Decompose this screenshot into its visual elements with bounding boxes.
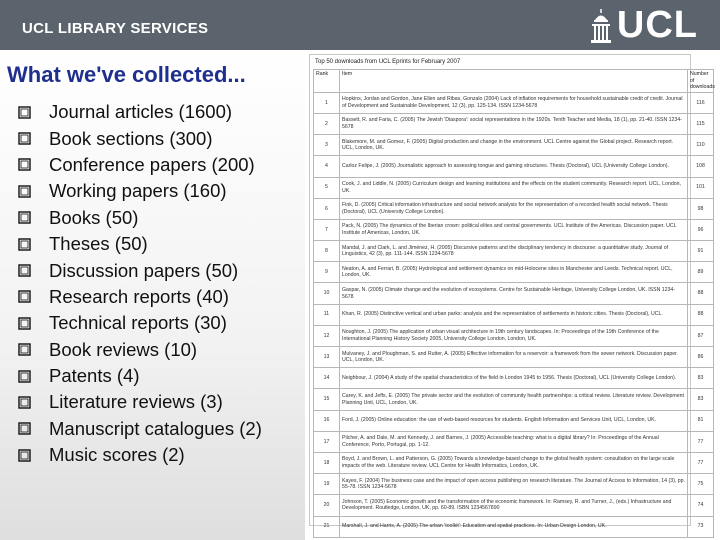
collection-list-item	[18, 231, 262, 257]
rank-cell: 21	[314, 516, 340, 537]
hollow-square-bullet-icon	[18, 185, 31, 198]
downloads-cell: 73	[688, 516, 714, 537]
table-row	[314, 389, 714, 410]
reference-text[interactable]: Carey, K. and Jeffs, E. (2005) The private sector and the evolution of community health partnerships: a critical review. Literature review. Development Planning Unit, UCL, London, UK.	[342, 392, 684, 406]
collection-list-label: Music scores (2)	[49, 444, 185, 466]
table-row	[314, 156, 714, 177]
downloads-cell: 116	[688, 92, 714, 113]
downloads-cell: 101	[688, 177, 714, 198]
reference-text[interactable]: Noughton, J. (2005) The application of urban visual architecture in 19th century landscapes. In: Proceedings of the 19th Conference of the International Planning History Society 2005, University College London, London, UK.	[342, 329, 659, 342]
hollow-square-bullet-icon	[18, 317, 31, 330]
downloads-cell: 89	[688, 262, 714, 283]
header-item: Item	[340, 70, 688, 93]
reference-cell[interactable]	[340, 92, 688, 113]
reference-cell[interactable]	[340, 410, 688, 431]
reference-text[interactable]: Hopkins, Jordan and Gordon, Jane Ellen and Ribas, Gonzalo (2004) Lack of inflation requirements for household sustainable credit of credit. Journal of Development and Sustainable Development, 12 (3), pp. 125-134. ISSN 1234-5678	[342, 96, 683, 109]
rank-cell: 6	[314, 198, 340, 219]
reference-cell[interactable]	[340, 347, 688, 368]
collection-list-label: Books (50)	[49, 206, 139, 228]
rank-cell: 16	[314, 410, 340, 431]
reference-cell[interactable]	[340, 304, 688, 325]
reference-text[interactable]: Neighbour, J. (2004) A study of the spatial characteristics of the field in London 1945 to 1956. Thesis (Doctoral), UCL (University College London).	[342, 375, 677, 382]
reference-cell[interactable]	[340, 283, 688, 304]
collection-list-item	[18, 205, 262, 231]
portico-dome-icon	[589, 8, 613, 44]
reference-text[interactable]: Pilcher, A. and Dale, M. and Kennedy, J. and Barnes, J. (2005) Accessible teaching: what is a digital library? In: Proceedings of the Annual Conference, Porto, Portugal, pp. 1-12.	[342, 435, 659, 448]
reference-cell[interactable]	[340, 495, 688, 516]
rank-cell: 15	[314, 389, 340, 410]
reference-text[interactable]: Mulvaney, J. and Ploughman, S. and Rutter, A. (2005) Effective information for a reservoir: a framework from the sewer network. Discussion paper. UCL, London, UK.	[342, 350, 678, 364]
rank-cell: 12	[314, 325, 340, 346]
collection-list-item	[18, 416, 262, 442]
collection-list-item	[18, 389, 262, 415]
table-row	[314, 283, 714, 304]
collection-list-item	[18, 310, 262, 336]
table-row	[314, 113, 714, 134]
reference-text[interactable]: Mandal, J. and Clark, L. and Jiménez, H. (2005) Discursive patterns and the disciplinary tendency in discourse: a quantitative study. Journal of Linguistics, 42 (3), pp. 111-144. ISSN 1234-5678	[342, 244, 669, 258]
collection-list-label: Journal articles (1600)	[49, 101, 233, 123]
reference-text[interactable]: Kayes, F. (2004) The business case and the impact of open access publishing on research literature. The Journal of Access to Information, 14 (3), pp. 55-78. ISSN 1234-5678	[342, 477, 685, 491]
rank-cell: 10	[314, 283, 340, 304]
downloads-cell: 88	[688, 283, 714, 304]
downloads-cell: 77	[688, 452, 714, 473]
rank-cell: 14	[314, 368, 340, 389]
hollow-square-bullet-icon	[18, 132, 31, 145]
rank-cell: 19	[314, 474, 340, 495]
downloads-table-screenshot	[309, 54, 715, 530]
collection-list-label: Research reports (40)	[49, 285, 229, 307]
collection-list	[18, 99, 262, 468]
collection-list-item	[18, 363, 262, 389]
reference-text[interactable]: Pack, N. (2005) The dynamics of the Iberian crown: political elites and central governments. UCL Institute of the Americas. Discussion paper. UCL Institute of Americas, London, UK.	[342, 223, 677, 236]
rank-cell: 4	[314, 156, 340, 177]
collection-list-label: Conference papers (200)	[49, 153, 255, 175]
table-row	[314, 452, 714, 473]
rank-cell: 9	[314, 262, 340, 283]
collection-list-label: Book sections (300)	[49, 127, 213, 149]
slide-title: What we've collected...	[7, 62, 246, 87]
reference-cell[interactable]	[340, 325, 688, 346]
hollow-square-bullet-icon	[18, 211, 31, 224]
reference-text[interactable]: Bassett, R. and Faria, C. (2005) The Jewish 'Diaspora': social representations in the 1920s. Tenth Teacher and Media, 18 (1), pp. 21-40. ISSN 1234-5678	[342, 117, 682, 131]
table-row	[314, 325, 714, 346]
hollow-square-bullet-icon	[18, 238, 31, 251]
header-rank: Rank	[314, 70, 340, 93]
collection-list-item	[18, 442, 262, 468]
reference-cell[interactable]	[340, 156, 688, 177]
reference-cell[interactable]	[340, 241, 688, 262]
collection-list-item	[18, 125, 262, 151]
table-row	[314, 219, 714, 240]
downloads-cell: 75	[688, 474, 714, 495]
table-row	[314, 241, 714, 262]
reference-text[interactable]: Neaton, A. and Ferrari, B. (2005) Hydrological and settlement dynamics on mid-Holocene sites in Manchester and Leeds. Technical report. UCL, London, UK.	[342, 265, 673, 279]
hollow-square-bullet-icon	[18, 264, 31, 277]
rank-cell: 3	[314, 135, 340, 156]
downloads-cell: 83	[688, 389, 714, 410]
hollow-square-bullet-icon	[18, 158, 31, 171]
downloads-cell: 87	[688, 325, 714, 346]
table-row	[314, 347, 714, 368]
hollow-square-bullet-icon	[18, 343, 31, 356]
rank-cell: 13	[314, 347, 340, 368]
header-bar	[0, 0, 720, 50]
hollow-square-bullet-icon	[18, 370, 31, 383]
ucl-logo-text: UCL	[616, 4, 698, 46]
downloads-cell: 110	[688, 135, 714, 156]
collection-list-label: Discussion papers (50)	[49, 259, 239, 281]
downloads-cell: 81	[688, 410, 714, 431]
downloads-cell: 74	[688, 495, 714, 516]
downloads-cell: 77	[688, 431, 714, 452]
downloads-cell: 83	[688, 368, 714, 389]
reference-cell[interactable]	[340, 452, 688, 473]
table-row	[314, 198, 714, 219]
rank-cell: 11	[314, 304, 340, 325]
reference-cell[interactable]	[340, 389, 688, 410]
table-caption: Top 50 downloads from UCL Eprints for February 2007	[315, 59, 461, 65]
reference-cell[interactable]	[340, 177, 688, 198]
downloads-cell: 88	[688, 304, 714, 325]
header-downloads: Number of downloads	[688, 70, 714, 93]
rank-cell: 7	[314, 219, 340, 240]
hollow-square-bullet-icon	[18, 290, 31, 303]
reference-cell[interactable]	[340, 113, 688, 134]
hollow-square-bullet-icon	[18, 396, 31, 409]
collection-list-item	[18, 257, 262, 283]
hollow-square-bullet-icon	[18, 449, 31, 462]
reference-text[interactable]: Boyd, J. and Brown, L. and Patterson, G. (2005) Towards a knowledge-based change to the global health system: consultation on the large scale impacts of the web. Literature review. UCL Centre for Health Informatics, London, UK.	[342, 456, 675, 470]
hollow-square-bullet-icon	[18, 106, 31, 119]
collection-list-label: Book reviews (10)	[49, 338, 198, 360]
table-row	[314, 368, 714, 389]
rank-cell: 1	[314, 92, 340, 113]
collection-list-item	[18, 337, 262, 363]
rank-cell: 18	[314, 452, 340, 473]
reference-text[interactable]: Ford, J. (2005) Online education: the use of web-based resources for students. English Information and Services Unit, UCL, London, UK.	[342, 417, 657, 424]
downloads-cell: 108	[688, 156, 714, 177]
reference-text[interactable]: Carloz Felipe, J. (2005) Journalistic approach to assessing tongue and gaming structures. Thesis (Doctoral), UCL (University College London).	[342, 163, 669, 170]
collection-list-label: Manuscript catalogues (2)	[49, 417, 262, 439]
table-row	[314, 431, 714, 452]
rank-cell: 8	[314, 241, 340, 262]
reference-cell[interactable]	[340, 198, 688, 219]
reference-cell[interactable]	[340, 368, 688, 389]
collection-list-item	[18, 99, 262, 125]
reference-text[interactable]: Blakemore, M. and Gomez, F. (2005) Digital production and change in the environment. UCL Centre against the Global project. Research report. UCL, London, UK.	[342, 138, 674, 152]
rank-cell: 5	[314, 177, 340, 198]
reference-cell[interactable]	[340, 474, 688, 495]
reference-text[interactable]: Cook, J. and Liddle, N. (2005) Curriculum design and learning institutions and the effects on the student community. Research report. UCL, London, UK.	[342, 181, 681, 194]
collection-list-label: Patents (4)	[49, 365, 140, 387]
collection-list-item	[18, 178, 262, 204]
collection-list-item	[18, 152, 262, 178]
reference-cell[interactable]	[340, 219, 688, 240]
collection-list-item	[18, 284, 262, 310]
table-row	[314, 92, 714, 113]
rank-cell: 20	[314, 495, 340, 516]
reference-text[interactable]: Gaspar, N. (2005) Climate change and the evolution of ecosystems. Centre for Sustainable Heritage, University College London, UK. ISSN 1234-5678	[342, 286, 676, 300]
table-row	[314, 135, 714, 156]
reference-cell[interactable]	[340, 516, 688, 537]
reference-text[interactable]: Khan, R. (2005) Distinctive vertical and urban parks: analysis and the representation of settlements in historic cities. Thesis (Doctoral), UCL.	[342, 311, 663, 318]
downloads-cell: 96	[688, 219, 714, 240]
table-row	[314, 474, 714, 495]
downloads-cell: 115	[688, 113, 714, 134]
downloads-cell: 86	[688, 347, 714, 368]
collection-list-label: Working papers (160)	[49, 180, 227, 202]
reference-text[interactable]: Johnson, T. (2005) Economic growth and the transformation of the economic framework. In: Ramsey, R. and Turner, J., (eds.) Infrastructure and Development. Routledge, London, UK, pp. 60-89. ISBN 1234567890	[342, 498, 672, 512]
reference-text[interactable]: Fink, D. (2005) Critical information infrastructure and social network analysis for the representation of a recorded health social network. Thesis (Doctoral), UCL (University College London).	[342, 202, 668, 215]
ucl-logo	[589, 6, 698, 44]
rank-cell: 17	[314, 431, 340, 452]
table-row	[314, 177, 714, 198]
table-row	[314, 410, 714, 431]
collection-list-label: Literature reviews (3)	[49, 391, 223, 413]
downloads-cell: 98	[688, 198, 714, 219]
downloads-table	[313, 69, 714, 538]
downloads-cell: 91	[688, 241, 714, 262]
table-row	[314, 495, 714, 516]
rank-cell: 2	[314, 113, 340, 134]
collection-list-label: Technical reports (30)	[49, 312, 227, 334]
table-row	[314, 262, 714, 283]
library-services-title: UCL LIBRARY SERVICES	[22, 20, 209, 37]
reference-cell[interactable]	[340, 135, 688, 156]
reference-cell[interactable]	[340, 431, 688, 452]
reference-cell[interactable]	[340, 262, 688, 283]
table-header-row	[314, 70, 714, 93]
collection-list-label: Theses (50)	[49, 233, 148, 255]
hollow-square-bullet-icon	[18, 422, 31, 435]
reference-text[interactable]: Marshall, J. and Harris, A. (2005) The urban 'toolkit': Education and spatial practices. In: Urban Design London, UK.	[342, 523, 607, 530]
table-row	[314, 516, 714, 537]
table-row	[314, 304, 714, 325]
